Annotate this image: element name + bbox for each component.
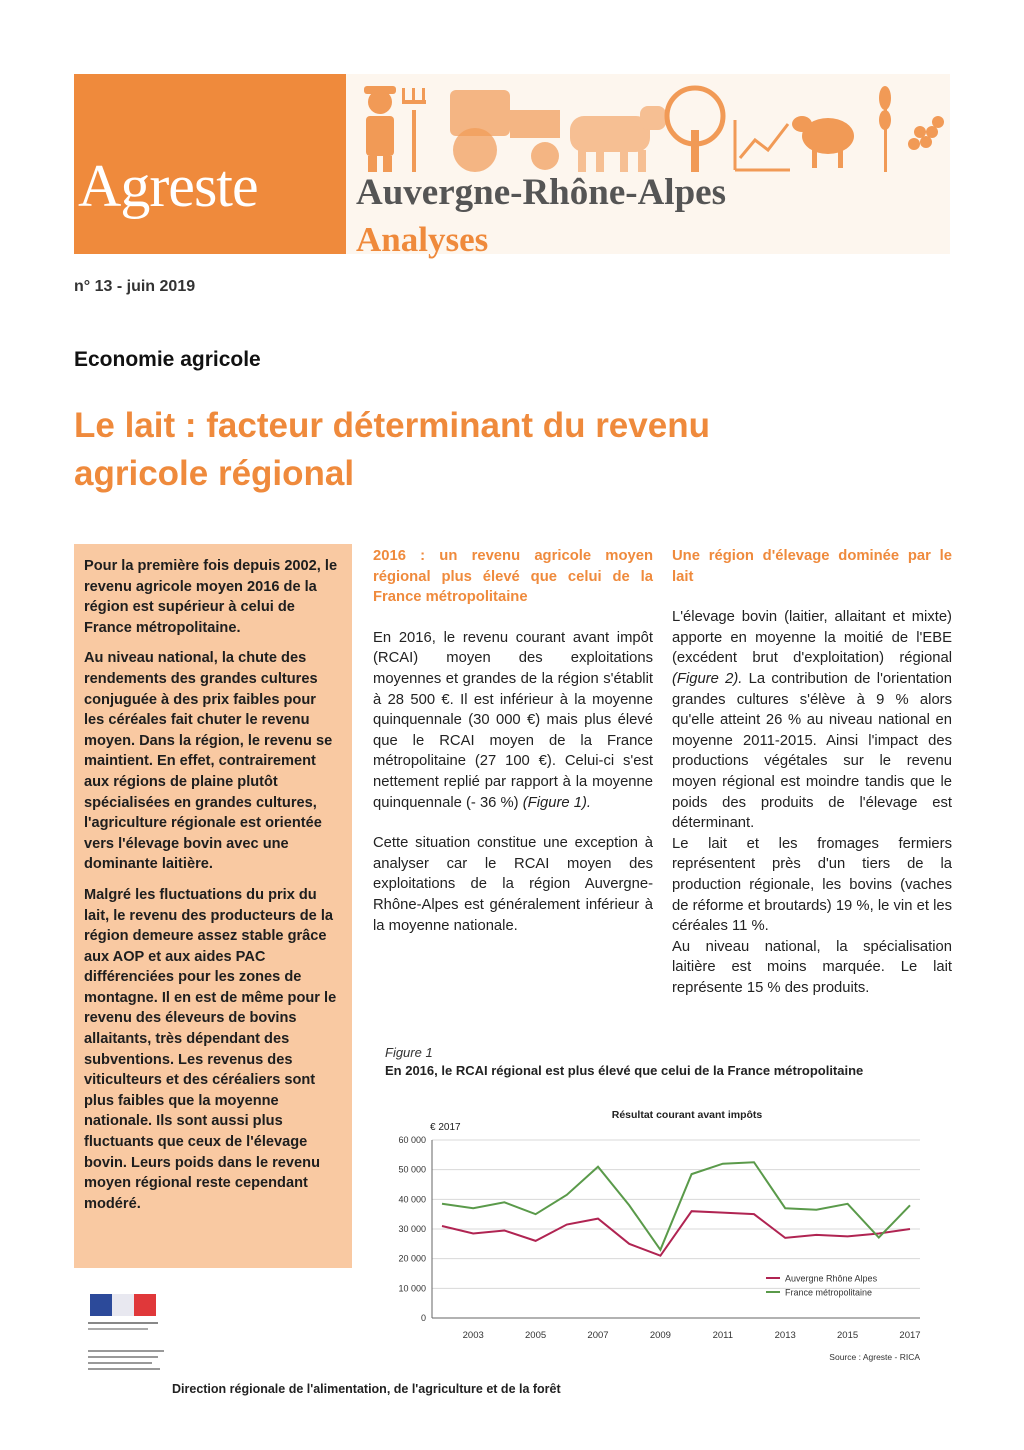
summary-paragraph: Malgré les fluctuations du prix du lait, le revenu des producteurs de la région demeure assez stable grâce aux AOP et aux aides PAC différenciées pour les zones de montagne. Il en est de même pour le revenu des éleveurs de bovins allaitants, très dépendant des subventions. Les revenus des viticulteurs et des céréaliers sont plus faibles que la moyenne nationale. Ils sont aussi plus fluctuants que ceux de l'élevage bovin. Leurs poids dans le revenu moyen régional reste cependant modéré. [84,886,337,1212]
summary-paragraph: Pour la première fois depuis 2002, le revenu agricole moyen 2016 de la région est supérieur à celui de France métropolitaine. [84,558,338,636]
legend-label: France métropolitaine [785,1287,873,1298]
figure-title: En 2016, le RCAI régional est plus élevé que celui de la France métropolitaine [385,1063,864,1078]
pitchfork-icon [402,88,426,172]
body-paragraph: Au niveau national, la spécialisation laitière est moins marquée. Le lait représente 15 % des produits. [672,938,952,996]
x-tick-label: 2007 [587,1330,609,1341]
footer-directorate: Direction régionale de l'alimentation, de l'agriculture et de la forêt [172,1382,561,1396]
y-tick-label: 50 000 [398,1164,426,1175]
x-tick-label: 2015 [837,1330,859,1341]
y-tick-label: 10 000 [398,1283,426,1294]
series-name: Analyses [356,220,489,259]
y-tick-label: 0 [420,1313,426,1323]
tree-icon [667,88,723,172]
page-title [74,402,874,498]
body-paragraph: L'élevage bovin (laitier, allaitant et mixte) apporte en moyenne la moitié de l'EBE (excédent brut d'exploitation) régional (Figure 2). La contribution de l'orientation grandes cultures s'élève à 9 % alors qu'elle atteint 26 % au niveau national en moyenne 2011-2015. Ainsi l'impact des productions végétales sur le revenu moyen régional est moindre tandis que le poids des produits de l'élevage est déterminant. [672,609,952,832]
chart-title: Résultat courant avant impôts [611,1109,763,1121]
body-paragraph: Le lait et les fromages fermiers représentent près d'un tiers de la production régionale, les bovins (vaches de réforme et broutards) 19 %, le vin et les céréales 11 %. [672,835,952,935]
sheep-icon [792,116,854,168]
article-column-2 [373,546,653,936]
figure-reference: (Figure 2). [672,670,743,687]
y-tick-label: 40 000 [398,1194,426,1205]
x-tick-label: 2005 [525,1330,547,1341]
x-tick-label: 2017 [899,1330,921,1341]
wheat-icon [879,86,891,172]
cow-icon [570,106,666,172]
y-tick-label: 30 000 [398,1224,426,1234]
title-line-1: Le lait : facteur déterminant du revenu [74,406,710,445]
summary-box [74,544,352,1268]
figure-reference: (Figure 1). [522,794,591,811]
x-tick-label: 2009 [649,1330,671,1341]
line-chart-icon [735,120,790,170]
body-paragraph: Cette situation constitue une exception à analyser car le RCAI moyen des exploitations de la région Auvergne-Rhône-Alpes est généralement inférieur à la moyenne nationale. [373,835,653,934]
y-tick-label: 60 000 [398,1135,426,1145]
category-label: Economie agricole [74,348,261,371]
issue-number: n° 13 - juin 2019 [74,278,196,295]
brand-name: Agreste [78,153,258,219]
x-tick-label: 2003 [462,1330,484,1341]
tractor-icon [450,90,560,172]
series-line [442,1211,910,1256]
x-tick-label: 2013 [774,1330,796,1341]
header-illustration [350,80,950,176]
summary-paragraph: Au niveau national, la chute des rendements des grandes cultures conjuguée à des prix faibles pour les céréales fait chuter le revenu moyen. Dans la région, le revenu se maintient. En effet, contrairement aux régions de plaine plutôt spécialisées en grandes cultures, l'agriculture régionale est orientée vers l'élevage bovin avec une dominante laitière. [84,650,333,873]
x-tick-label: 2011 [712,1330,734,1341]
title-line-2: agricole régional [74,454,355,493]
farmer-icon [364,86,396,172]
chart-source: Source : Agreste - RICA [829,1352,920,1362]
article-column-3 [672,546,952,998]
section-heading: 2016 : un revenu agricole moyen régional plus élevé que celui de la France métropolitaine [373,548,653,606]
ministry-logo [82,1288,170,1398]
section-heading: Une région d'élevage dominée par le lait [672,548,952,585]
y-tick-label: 20 000 [398,1253,426,1264]
body-paragraph: En 2016, le revenu courant avant impôt (RCAI) moyen des exploitations moyennes et grandes de la région s'établit à 28 500 €. Il est inférieur à la moyenne quinquennale (30 000 €) mais plus élevé que le RCAI moyen de la France métropolitaine (27 100 €). Celui-ci s'est nettement replié par rapport à la moyenne quinquennale (- 36 %) (Figure 1). [373,629,653,811]
legend-label: Auvergne Rhône Alpes [785,1273,878,1284]
figure-label: Figure 1 [385,1045,433,1060]
grapes-icon [908,116,944,150]
line-chart [380,1100,940,1370]
region-name: Auvergne-Rhône-Alpes [356,172,726,213]
y-axis-label: € 2017 [430,1122,461,1133]
